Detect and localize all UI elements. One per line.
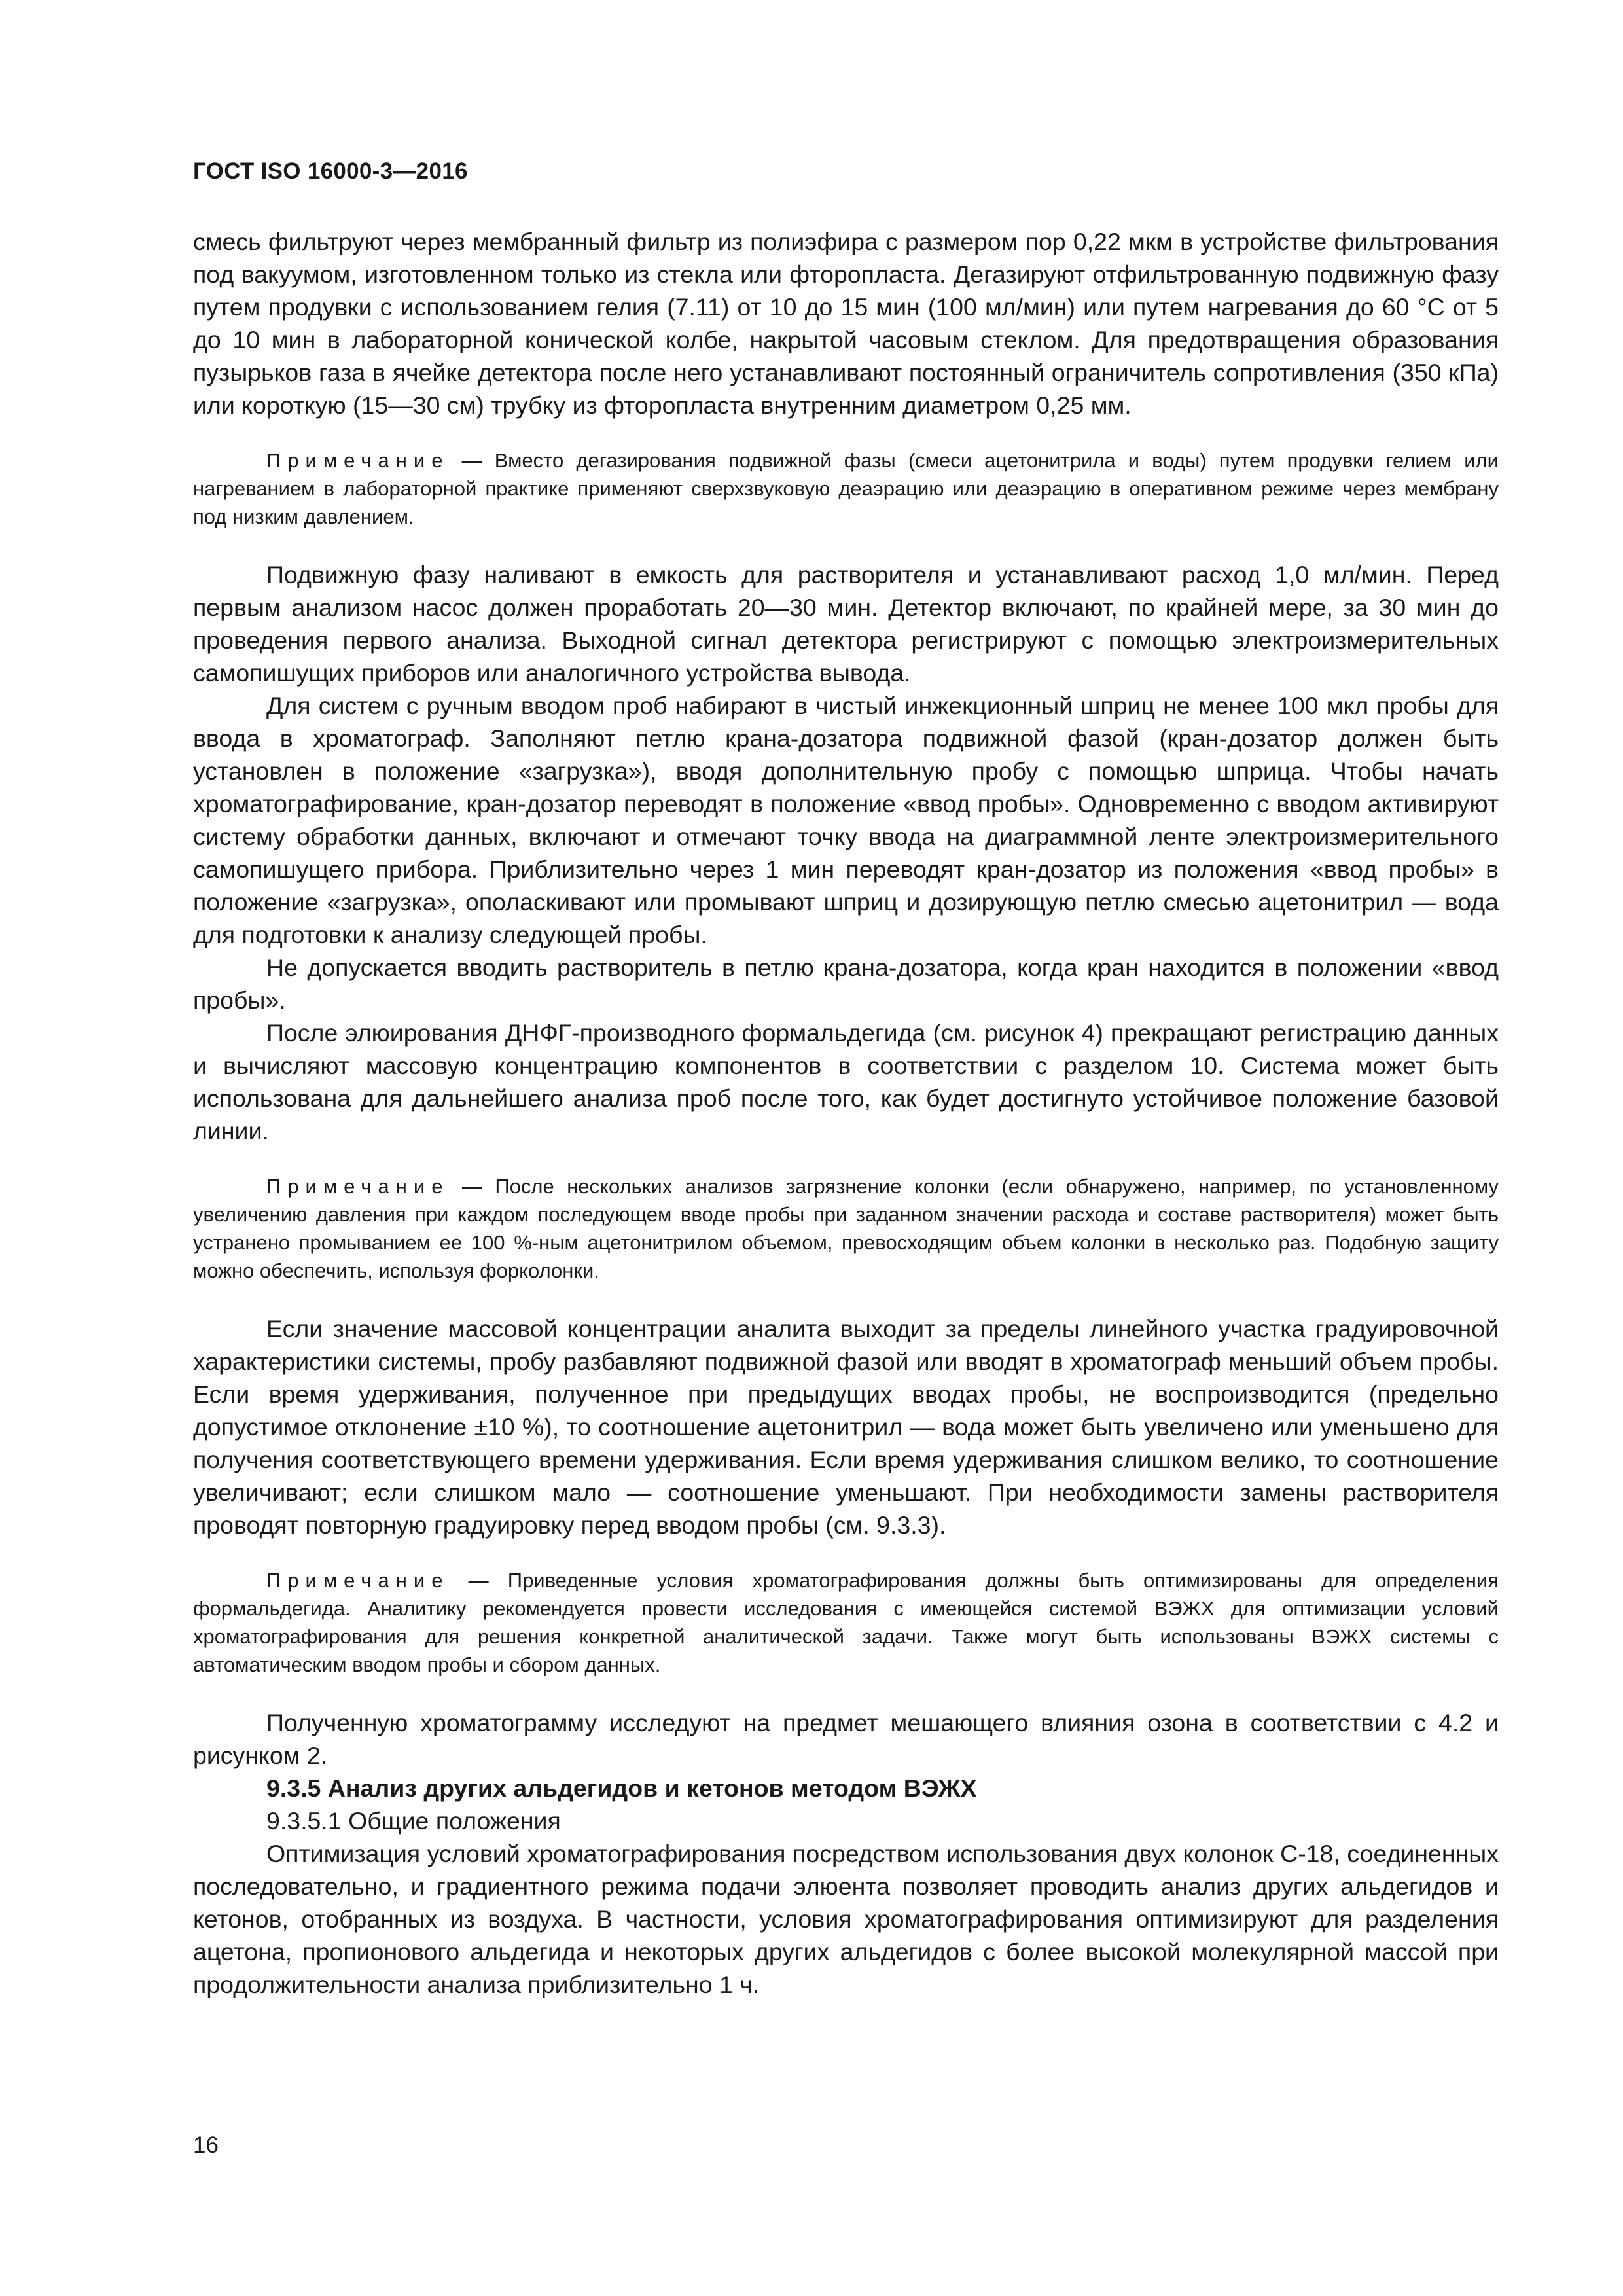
paragraph-7: Полученную хроматограмму исследуют на предмет мешающего влияния озона в соответствии с 4.2 и рисунком 2.	[193, 1709, 1499, 1769]
note-text: — Вместо дегазирования подвижной фазы (смеси ацетонитрила и воды) путем продувки гелием или нагреванием в лабораторной практике применяют сверхзвуковую деаэрацию или деаэрацию в оперативном режиме через мембрану под низким давлением.	[193, 449, 1499, 528]
paragraph-4: Не допускается вводить растворитель в петлю крана-дозатора, когда кран находится в положении «ввод пробы».	[193, 954, 1499, 1014]
paragraph-6: Если значение массовой концентрации аналита выходит за пределы линейного участка градуировочной характеристики системы, пробу разбавляют подвижной фазой или вводят в хроматограф меньший объем пробы. Если время удерживания, полученное при предыдущих вводах пробы, не воспроизводится (предельно допустимое отклонение ±10 %), то соотношение ацетонитрил — вода может быть увеличено или уменьшено для получения соответствующего времени удерживания. Если время удерживания слишком велико, то соотношение увеличивают; если слишком мало — соотношение уменьшают. При необходимости замены растворителя проводят повторную градуировку перед вводом пробы (см. 9.3.3).	[193, 1315, 1499, 1539]
note-label: Примечание	[266, 1175, 450, 1198]
section-heading-9-3-5: 9.3.5 Анализ других альдегидов и кетонов методом ВЭЖХ	[266, 1774, 977, 1802]
note-label: Примечание	[266, 1569, 450, 1592]
page-number: 16	[193, 2132, 219, 2158]
note-label: Примечание	[266, 449, 450, 472]
note-text: — После нескольких анализов загрязнение колонки (если обнаружено, например, по установленному увеличению давления при каждом последующем вводе пробы при заданном значении расхода и составе растворителя) может быть устранено промыванием ее 100 %-ным ацетонитрилом объемом, превосходящим объем колонки в несколько раз. Подобную защиту можно обеспечить, используя форколонки.	[193, 1175, 1499, 1282]
paragraph-1: смесь фильтруют через мембранный фильтр из полиэфира с размером пор 0,22 мкм в устройстве фильтрования под вакуумом, изготовленном только из стекла или фторопласта. Дегазируют отфильтрованную подвижную фазу путем продувки с использованием гелия (7.11) от 10 до 15 мин (100 мл/мин) или путем нагревания до 60 °С от 5 до 10 мин в лабораторной конической колбе, накрытой часовым стеклом. Для предотвращения образования пузырьков газа в ячейке детектора после него устанавливают постоянный ограничитель сопротивления (350 кПа) или короткую (15—30 см) трубку из фторопласта внутренним диаметром 0,25 мм.	[193, 228, 1499, 419]
note-2	[193, 1172, 1499, 1285]
note-1	[193, 446, 1499, 531]
paragraph-2: Подвижную фазу наливают в емкость для растворителя и устанавливают расход 1,0 мл/мин. Перед первым анализом насос должен проработать 20—30 мин. Детектор включают, по крайней мере, за 30 мин до проведения первого анализа. Выходной сигнал детектора регистрируют с помощью электроизмерительных самопишущих приборов или аналогичного устройства вывода.	[193, 561, 1499, 687]
subsection-heading-9-3-5-1: 9.3.5.1 Общие положения	[266, 1807, 561, 1835]
document-header: ГОСТ ISO 16000-3—2016	[193, 158, 468, 184]
paragraph-3: Для систем с ручным вводом проб набирают в чистый инжекционный шприц не менее 100 мкл пробы для ввода в хроматограф. Заполняют петлю крана-дозатора подвижной фазой (кран-дозатор должен быть установлен в положение «загрузка»), вводя дополнительную пробу с помощью шприца. Чтобы начать хроматографирование, кран-дозатор переводят в положение «ввод пробы». Одновременно с вводом активируют систему обработки данных, включают и отмечают точку ввода на диаграммной ленте электроизмерительного самопишущего прибора. Приблизительно через 1 мин переводят кран-дозатор из положения «ввод пробы» в положение «загрузка», ополаскивают или промывают шприц и дозирующую петлю смесью ацетонитрил — вода для подготовки к анализу следующей пробы.	[193, 692, 1499, 948]
paragraph-5: После элюирования ДНФГ-производного формальдегида (см. рисунок 4) прекращают регистрацию данных и вычисляют массовую концентрацию компонентов в соответствии с разделом 10. Система может быть использована для дальнейшего анализа проб после того, как будет достигнуто устойчивое положение базовой линии.	[193, 1019, 1499, 1145]
paragraph-8: Оптимизация условий хроматографирования посредством использования двух колонок С-18, соединенных последовательно, и градиентного режима подачи элюента позволяет проводить анализ других альдегидов и кетонов, отобранных из воздуха. В частности, условия хроматографирования оптимизируют для разделения ацетона, пропионового альдегида и некоторых других альдегидов с более высокой молекулярной массой при продолжительности анализа приблизительно 1 ч.	[193, 1840, 1499, 1998]
document-page	[193, 157, 1499, 2001]
note-text: — Приведенные условия хроматографирования должны быть оптимизированы для определения формальдегида. Аналитику рекомендуется провести исследования с имеющейся системой ВЭЖХ для оптимизации условий хроматографирования для решения конкретной аналитической задачи. Также могут быть использованы ВЭЖХ системы с автоматическим вводом пробы и сбором данных.	[193, 1569, 1499, 1676]
note-3	[193, 1566, 1499, 1679]
